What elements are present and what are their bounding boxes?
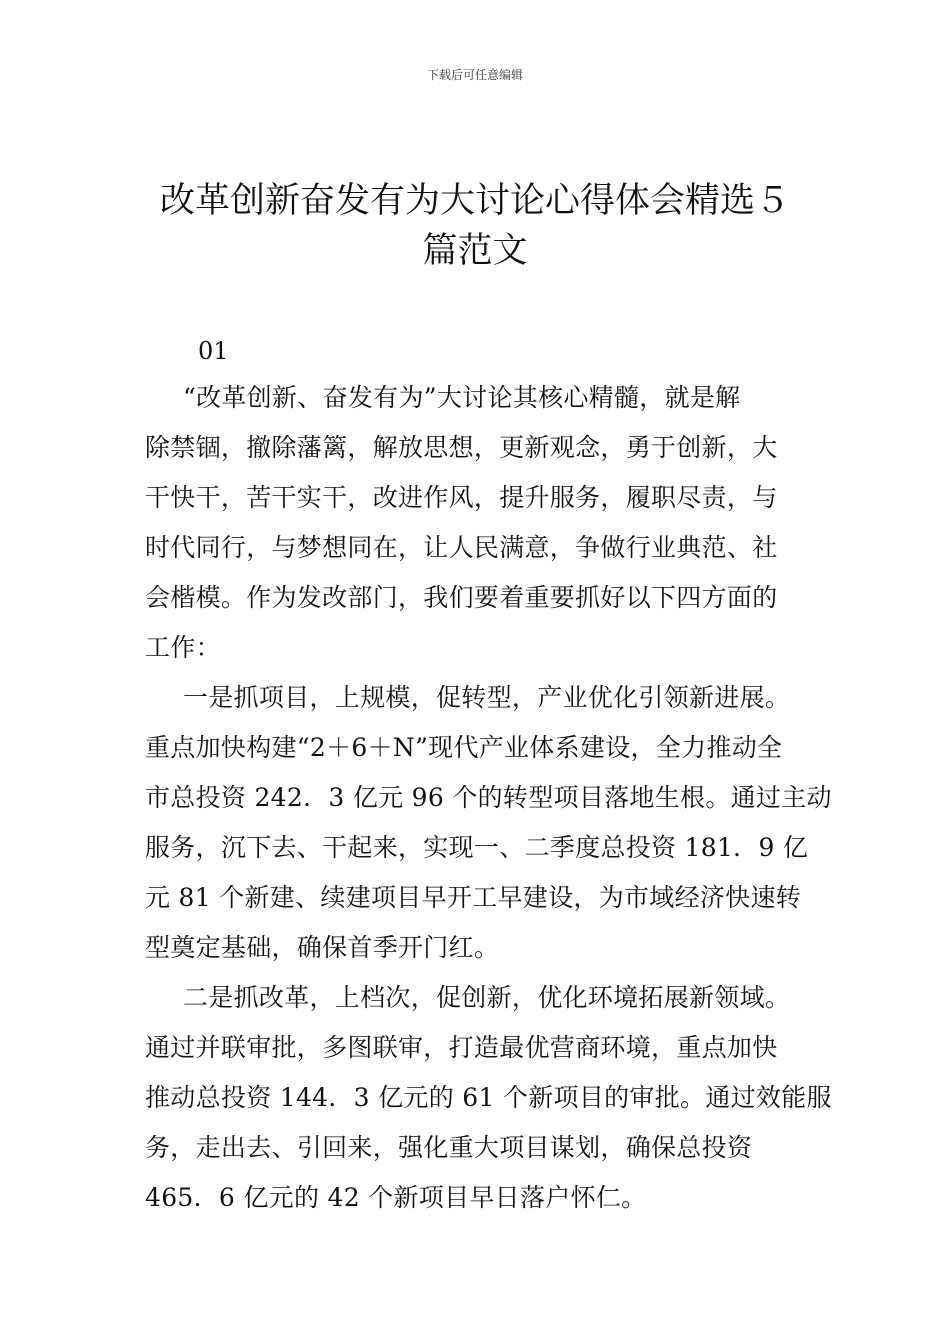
paragraph-line: 推动总投资 144．3 亿元的 61 个新项目的审批。通过效能服 bbox=[145, 1083, 832, 1112]
document-title-line-2: 篇范文 bbox=[422, 231, 528, 271]
paragraph-line: 型奠定基础，确保首季开门红。 bbox=[145, 933, 500, 962]
paragraph-1 bbox=[145, 373, 820, 673]
document-title bbox=[140, 176, 810, 276]
paragraph-line: 务，走出去、引回来，强化重大项目谋划，确保总投资 bbox=[145, 1133, 753, 1162]
paragraph-line: 工作： bbox=[145, 633, 221, 662]
paragraph-line: 除禁锢，撤除藩篱，解放思想，更新观念，勇于创新，大 bbox=[145, 433, 778, 462]
paragraph-3 bbox=[145, 973, 832, 1223]
paragraph-line: 市总投资 242．3 亿元 96 个的转型项目落地生根。通过主动 bbox=[145, 783, 832, 812]
paragraph-line: 465．6 亿元的 42 个新项目早日落户怀仁。 bbox=[145, 1183, 647, 1212]
paragraph-line: 干快干，苦干实干，改进作风，提升服务，履职尽责，与 bbox=[145, 483, 778, 512]
paragraph-line: 元 81 个新建、续建项目早开工早建设，为市域经济快速转 bbox=[145, 883, 802, 912]
paragraph-line: 一是抓项目，上规模，促转型，产业优化引领新进展。 bbox=[183, 683, 791, 712]
section-number: 01 bbox=[198, 337, 229, 365]
paragraph-2 bbox=[145, 673, 832, 973]
paragraph-line: 通过并联审批，多图联审，打造最优营商环境，重点加快 bbox=[145, 1033, 778, 1062]
paragraph-line: 服务，沉下去、干起来，实现一、二季度总投资 181．9 亿 bbox=[145, 833, 809, 862]
document-title-line-1: 改革创新奋发有为大讨论心得体会精选５ bbox=[159, 181, 790, 221]
paragraph-line: 时代同行，与梦想同在，让人民满意，争做行业典范、社 bbox=[145, 533, 778, 562]
page-header-note: 下载后可任意编辑 bbox=[426, 68, 523, 82]
paragraph-line: 会楷模。作为发改部门，我们要着重要抓好以下四方面的 bbox=[145, 583, 778, 612]
paragraph-line: 重点加快构建“2＋6＋N”现代产业体系建设，全力推动全 bbox=[145, 733, 783, 762]
paragraph-line: “改革创新、奋发有为”大讨论其核心精髓，就是解 bbox=[183, 383, 741, 412]
paragraph-line: 二是抓改革，上档次，促创新，优化环境拓展新领域。 bbox=[183, 983, 791, 1012]
document-body bbox=[145, 373, 832, 1223]
